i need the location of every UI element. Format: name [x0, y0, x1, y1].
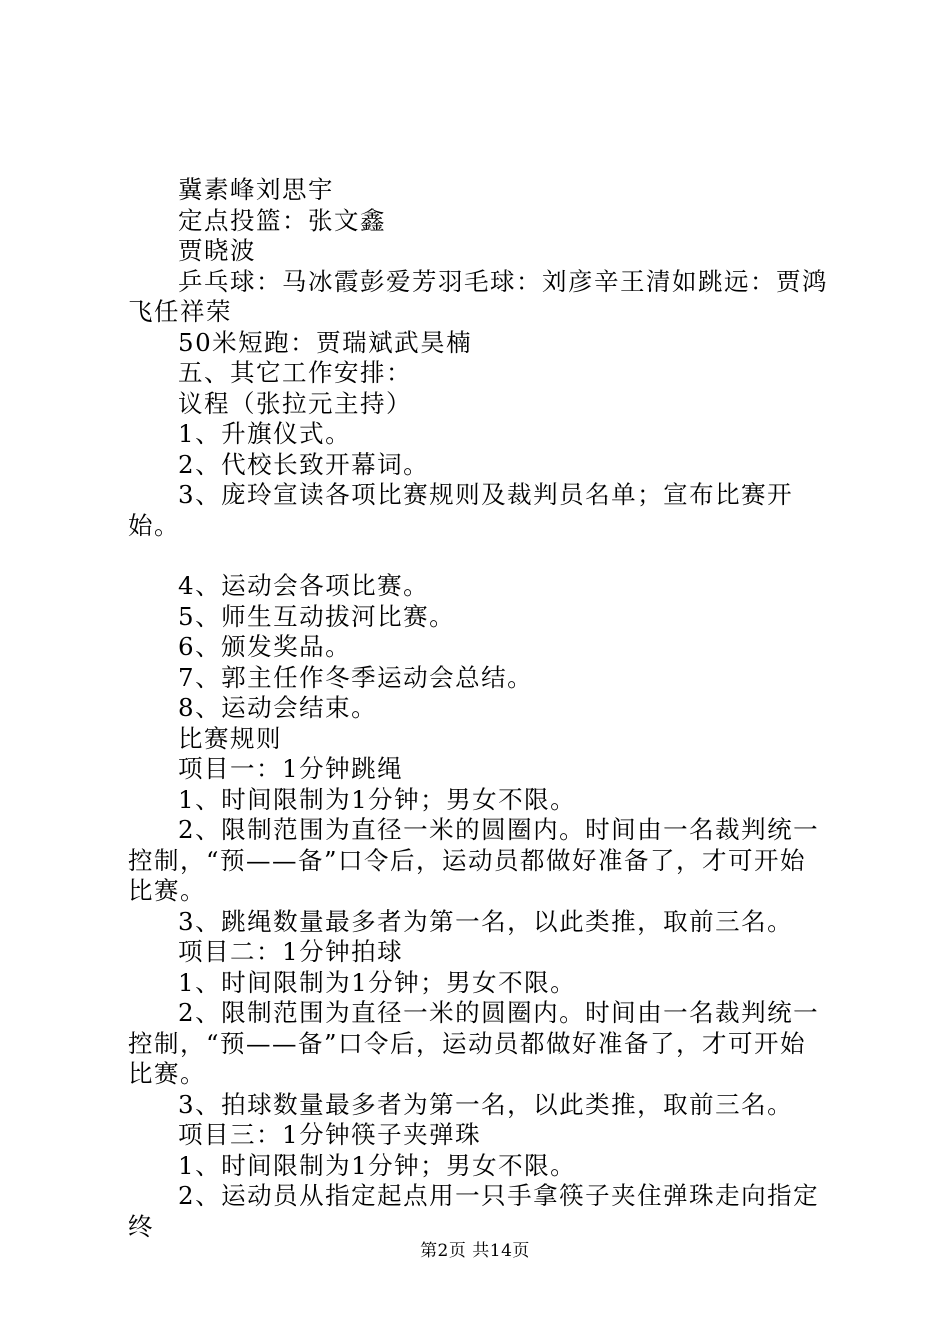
list-item: 1、升旗仪式。: [178, 419, 352, 448]
list-item: 3、拍球数量最多者为第一名，以此类推，取前三名。: [178, 1089, 794, 1119]
item-heading: 项目二：1分钟拍球: [178, 937, 404, 966]
page-footer: [0, 1240, 950, 1262]
list-item: 2、限制范围为直径一米的圆圈内。时间由一名裁判统一控制，“预——备”口令后，运动员都做好准备了，才可开始比赛。: [128, 998, 820, 1088]
list-item: 1、时间限制为1分钟；男女不限。: [178, 1150, 577, 1180]
paragraph: 定点投篮：张文鑫: [178, 205, 386, 235]
paragraph: 乒乓球：马冰霞彭爱芳羽毛球：刘彦辛王清如跳远：贾鸿飞任祥荣: [128, 266, 828, 326]
page-number: 第2页 共14页: [420, 1241, 530, 1261]
list-item: 3、跳绳数量最多者为第一名，以此类推，取前三名。: [178, 906, 794, 936]
list-item: 6、颁发奖品。: [178, 632, 352, 661]
list-item: 3、庞玲宣读各项比赛规则及裁判员名单；宣布比赛开始。: [128, 480, 794, 540]
list-item: 2、运动员从指定起点用一只手拿筷子夹住弹珠走向指定终: [128, 1181, 820, 1241]
blank-line: [128, 541, 832, 571]
paragraph: 议程（张拉元主持）: [178, 388, 412, 418]
list-item: 1、时间限制为1分钟；男女不限。: [178, 784, 577, 814]
list-item: 1、时间限制为1分钟；男女不限。: [178, 967, 577, 997]
list-item: 7、郭主任作冬季运动会总结。: [178, 662, 534, 692]
section-heading: 比赛规则: [178, 723, 282, 753]
paragraph: 50米短跑：贾瑞斌武昊楠: [178, 327, 473, 357]
list-item: 4、运动会各项比赛。: [178, 571, 430, 600]
list-item: 2、代校长致开幕词。: [178, 449, 430, 479]
item-heading: 项目一：1分钟跳绳: [178, 754, 404, 783]
section-heading: 五、其它工作安排：: [178, 358, 412, 387]
document-body: [128, 175, 832, 1242]
list-item: 8、运动会结束。: [178, 693, 378, 722]
paragraph: 贾晓波: [178, 236, 256, 265]
list-item: 2、限制范围为直径一米的圆圈内。时间由一名裁判统一控制，“预——备”口令后，运动员都做好准备了，才可开始比赛。: [128, 815, 820, 905]
paragraph: 冀素峰刘思宇: [178, 175, 334, 204]
item-heading: 项目三：1分钟筷子夹弹珠: [178, 1120, 482, 1149]
list-item: 5、师生互动拔河比赛。: [178, 601, 456, 631]
